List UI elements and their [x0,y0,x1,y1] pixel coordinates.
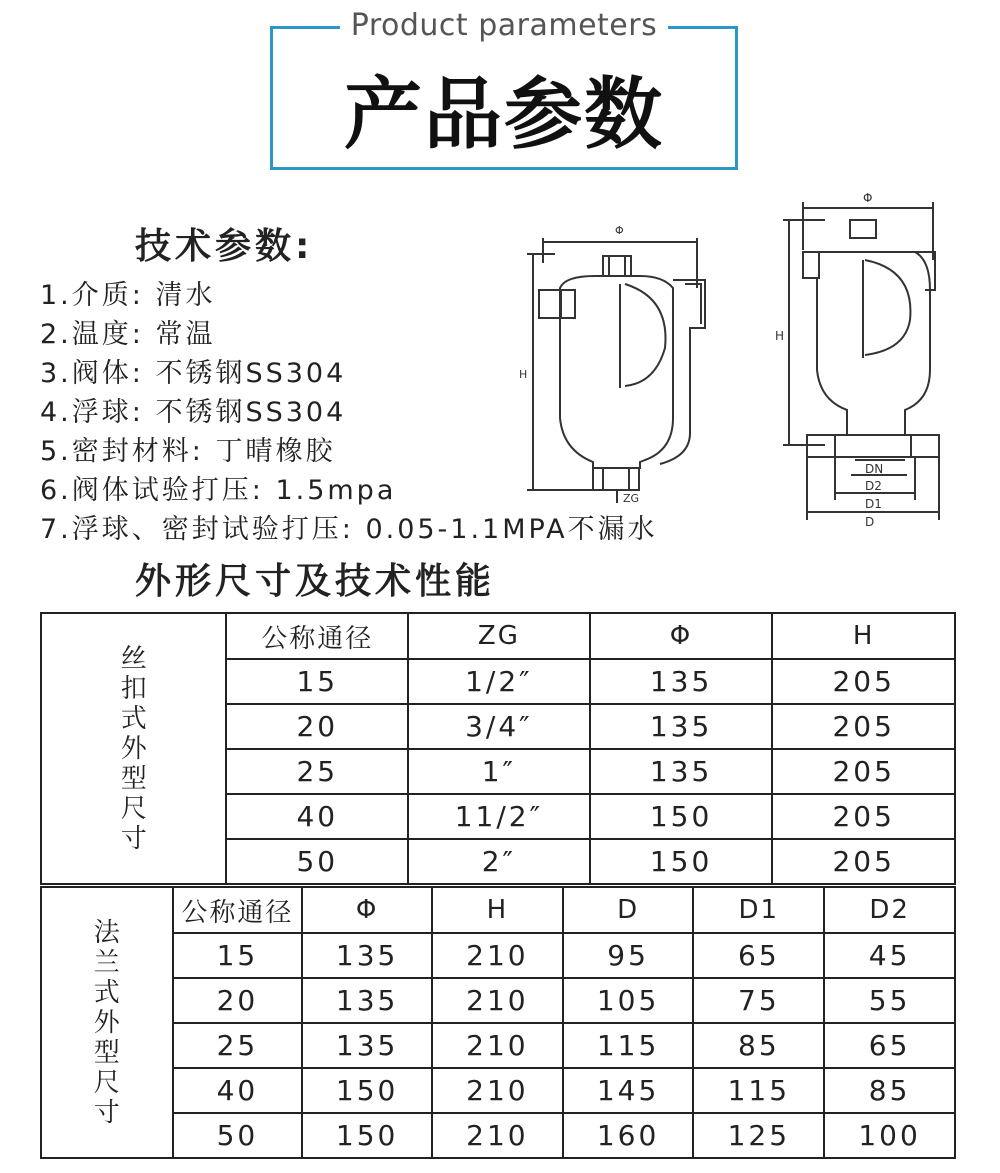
table-cell: 15 [226,659,408,704]
col-header: H [432,887,563,933]
table-cell: 2″ [408,839,590,884]
table-cell: 20 [226,704,408,749]
table-cell: 125 [693,1113,824,1158]
col-header: 公称通径 [173,887,303,933]
table-cell: 135 [590,704,773,749]
table-cell: 1/2″ [408,659,590,704]
table-cell: 85 [693,1023,824,1068]
dim-label-zg: ZG [623,492,640,505]
table-cell: 3/4″ [408,704,590,749]
dim-label-dn: DN [865,462,884,476]
col-header: 公称通径 [226,613,408,659]
header-box-top-left [270,26,340,29]
table-cell: 150 [590,839,773,884]
header-english-title: Product parameters [350,8,658,43]
threaded-valve-drawing [515,218,740,508]
table-cell: 135 [590,659,773,704]
col-header: D1 [693,887,824,933]
spec-item: 1.介质: 清水 [40,280,216,311]
table-cell: 95 [563,933,694,978]
table-cell: 210 [432,1068,563,1113]
table-cell: 100 [824,1113,955,1158]
table-cell: 205 [772,794,955,839]
table-cell: 160 [563,1113,694,1158]
spec-item: 2.温度: 常温 [40,319,216,350]
flanged-valve-drawing [765,190,945,535]
table-cell: 25 [226,749,408,794]
table-cell: 135 [302,978,432,1023]
flanged-dimensions-table [40,886,956,1159]
table-cell: 210 [432,933,563,978]
table-cell: 20 [173,978,303,1023]
header-box-top-right [668,26,738,29]
table-cell: 65 [693,933,824,978]
table-row [41,933,955,978]
table-cell: 150 [590,794,773,839]
table-cell: 150 [302,1113,432,1158]
table-cell: 205 [772,659,955,704]
threaded-side-label: 丝 扣 式 外 型 尺 寸 [41,613,226,884]
table-row [41,978,955,1023]
col-header: D [563,887,694,933]
table-cell: 205 [772,749,955,794]
spec-item: 3.阀体: 不锈钢SS304 [40,358,347,389]
table-cell: 150 [302,1068,432,1113]
table-cell: 45 [824,933,955,978]
spec-title: 技术参数: [135,226,314,267]
table-cell: 15 [173,933,303,978]
dim-label-d1: D1 [865,497,882,511]
table-row [41,1068,955,1113]
spec-item: 6.阀体试验打压: 1.5mpa [40,475,397,506]
table-cell: 210 [432,1023,563,1068]
col-header: D2 [824,887,955,933]
spec-item: 5.密封材料: 丁晴橡胶 [40,436,336,467]
table-cell: 40 [173,1068,303,1113]
table-cell: 85 [824,1068,955,1113]
dim-label-h: H [775,329,785,343]
table-cell: 135 [590,749,773,794]
table-row [41,1113,955,1158]
dim-label-d2: D2 [865,479,882,493]
table-cell: 105 [563,978,694,1023]
table-cell: 135 [302,1023,432,1068]
table-cell: 115 [563,1023,694,1068]
table-cell: 210 [432,1113,563,1158]
col-header: Φ [302,887,432,933]
dim-label-phi: Φ [863,191,873,205]
col-header: H [772,613,955,659]
dim-label-h: H [519,368,528,381]
table-cell: 25 [173,1023,303,1068]
col-header: Φ [590,613,773,659]
table-cell: 205 [772,704,955,749]
dim-label-phi: Φ [615,224,624,237]
header-chinese-title: 产品参数 [343,70,664,160]
table-row [41,1023,955,1068]
col-header: ZG [408,613,590,659]
table-cell: 145 [563,1068,694,1113]
table-header-row [41,613,955,659]
section-title: 外形尺寸及技术性能 [135,561,496,602]
table-cell: 65 [824,1023,955,1068]
table-cell: 50 [226,839,408,884]
table-header-row [41,887,955,933]
threaded-dimensions-table [40,612,956,885]
table-cell: 75 [693,978,824,1023]
table-cell: 50 [173,1113,303,1158]
table-cell: 135 [302,933,432,978]
table-cell: 55 [824,978,955,1023]
flanged-side-label: 法 兰 式 外 型 尺 寸 [41,887,173,1158]
dim-label-d: D [865,515,875,529]
table-cell: 40 [226,794,408,839]
table-cell: 115 [693,1068,824,1113]
table-cell: 210 [432,978,563,1023]
table-cell: 205 [772,839,955,884]
table-cell: 1″ [408,749,590,794]
spec-item: 4.浮球: 不锈钢SS304 [40,397,347,428]
table-cell: 11/2″ [408,794,590,839]
spec-item: 7.浮球、密封试验打压: 0.05-1.1MPA不漏水 [40,514,658,545]
